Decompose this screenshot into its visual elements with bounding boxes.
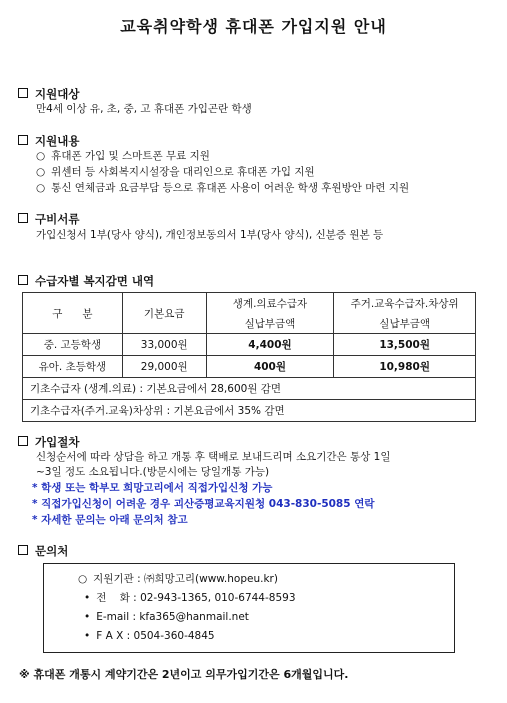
procedure-note: * 직접가입신청이 어려운 경우 괴산증평교육지원청 043-830-5085 연락 [32,498,375,510]
section-heading-content: 지원내용 [18,133,79,149]
table-row [23,334,476,356]
contact-org: ○ 지원기관 : ㈜희망고리(www.hopeu.kr) [78,573,278,585]
procedure-note: * 자세한 문의는 아래 문의처 참고 [32,514,188,526]
table-note-row [23,400,476,422]
procedure-note: * 학생 또는 학부모 희망고리에서 직접가입신청 가능 [32,482,273,494]
circle-bullet-icon: ○ [36,166,46,178]
section-heading-procedure: 가입절차 [18,434,79,450]
target-text: 만4세 이상 유, 초, 중, 고 휴대폰 가입곤란 학생 [36,103,252,115]
content-item: ○ 통신 연체금과 요금부담 등으로 휴대폰 사용이 어려운 학생 후원방안 마련 지원 [36,182,410,194]
benefit-table [22,292,476,422]
content-item: ○ 위센터 등 사회복지시설장을 대리인으로 휴대폰 가입 지원 [36,166,315,178]
dot-bullet-icon: • [84,630,91,642]
header-category: 구 분 [23,293,123,334]
section-heading-target: 지원대상 [18,86,79,102]
row-base: 33,000원 [122,334,206,356]
checkbox-bullet-icon [18,213,28,223]
checkbox-bullet-icon [18,275,28,285]
section-heading-contact: 문의처 [18,543,68,559]
row-livelihood: 4,400원 [206,334,334,356]
procedure-text: ~3일 정도 소요됩니다.(방문시에는 당일개통 가능) [36,466,270,478]
documents-text: 가입신청서 1부(당사 양식), 개인정보동의서 1부(당사 양식), 신분증 원본 등 [36,229,384,241]
note-livelihood: 기초수급자 (생계.의료) : 기본요금에서 28,600원 감면 [23,378,476,400]
row-category: 유아. 초등학생 [23,356,123,378]
circle-bullet-icon: ○ [36,150,46,162]
checkbox-bullet-icon [18,135,28,145]
section-heading-documents: 구비서류 [18,211,79,227]
header-base-fee: 기본요금 [122,293,206,334]
checkbox-bullet-icon [18,545,28,555]
checkbox-bullet-icon [18,88,28,98]
row-category: 중. 고등학생 [23,334,123,356]
contact-email: • E-mail : kfa365@hanmail.net [84,611,249,623]
header-housing-sub: 실납부금액 [334,313,476,334]
procedure-text: 신청순서에 따라 상담을 하고 개통 후 택배로 보내드리며 소요기간은 통상 1일 [36,451,391,463]
dot-bullet-icon: • [84,592,91,604]
row-livelihood: 400원 [206,356,334,378]
circle-bullet-icon: ○ [78,573,88,585]
footer-note: ※ 휴대폰 개통시 계약기간은 2년이고 의무가입기간은 6개월입니다. [19,668,349,681]
content-item: ○ 휴대폰 가입 및 스마트폰 무료 지원 [36,150,210,162]
header-housing: 주거.교육수급자.차상위 [334,293,476,314]
header-livelihood-sub: 실납부금액 [206,313,334,334]
table-row [23,356,476,378]
page-title: 교육취약학생 휴대폰 가입지원 안내 [120,17,387,36]
contact-phone: • 전 화 : 02-943-1365, 010-6744-8593 [84,592,296,604]
contact-fax: • F A X : 0504-360-4845 [84,630,215,642]
row-base: 29,000원 [122,356,206,378]
checkbox-bullet-icon [18,436,28,446]
note-housing: 기초수급자(주거.교육)차상위 : 기본요금에서 35% 감면 [23,400,476,422]
row-housing: 13,500원 [334,334,476,356]
circle-bullet-icon: ○ [36,182,46,194]
contact-box [43,563,455,653]
dot-bullet-icon: • [84,611,91,623]
table-note-row [23,378,476,400]
header-livelihood: 생계.의료수급자 [206,293,334,314]
row-housing: 10,980원 [334,356,476,378]
section-heading-benefit: 수급자별 복지감면 내역 [18,273,154,289]
